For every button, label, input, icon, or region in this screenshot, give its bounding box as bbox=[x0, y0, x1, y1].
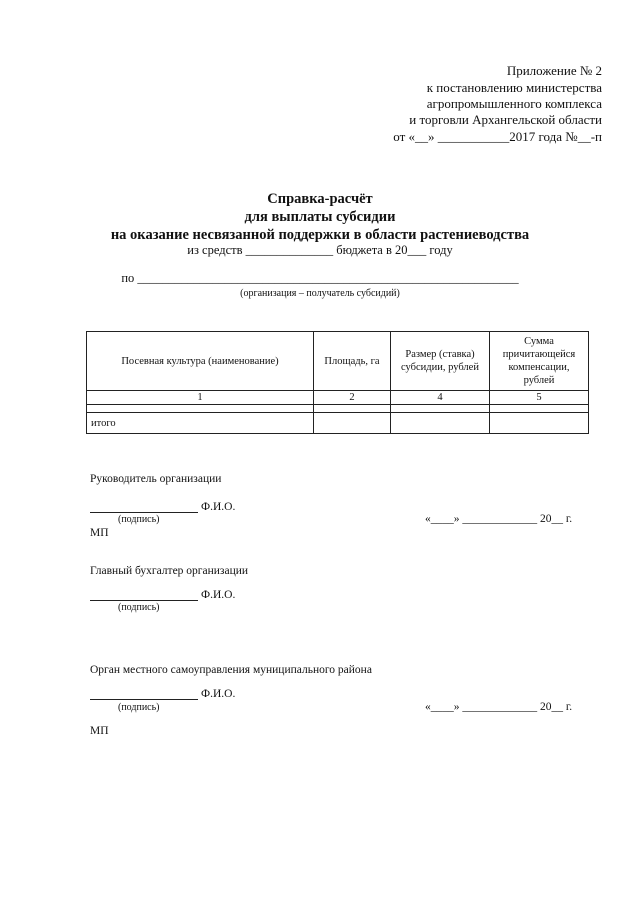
municipal-signature-line bbox=[90, 699, 198, 700]
head-signature-caption: (подпись) bbox=[118, 514, 160, 525]
municipal-authority-title: Орган местного самоуправления муниципального района bbox=[90, 664, 372, 676]
head-signature-line bbox=[90, 512, 198, 513]
column-number-4: 4 bbox=[391, 391, 490, 405]
municipal-signature-caption: (подпись) bbox=[118, 702, 160, 713]
table-cell bbox=[490, 405, 589, 413]
organization-line: по _____________________________________________________________ bbox=[121, 271, 519, 285]
table-numbering-row bbox=[87, 391, 589, 405]
table-row bbox=[87, 405, 589, 413]
doc-title: Справка-расчёт bbox=[267, 191, 373, 207]
municipal-seal-mark: МП bbox=[90, 725, 109, 737]
column-number-1: 1 bbox=[87, 391, 314, 405]
accountant-signature-caption: (подпись) bbox=[118, 602, 160, 613]
chief-accountant-title: Главный бухгалтер организации bbox=[90, 565, 249, 577]
column-number-2: 2 bbox=[314, 391, 391, 405]
accountant-signature-line bbox=[90, 600, 198, 601]
head-fio-label: Ф.И.О. bbox=[201, 501, 236, 513]
appendix-line-5: от «__» ___________2017 года №__-п bbox=[393, 129, 602, 144]
subsidy-table bbox=[86, 331, 589, 434]
head-date-line: «____» _____________ 20__ г. bbox=[425, 513, 573, 525]
budget-line: из средств ______________ бюджета в 20___ году bbox=[187, 243, 453, 257]
municipal-fio-label: Ф.И.О. bbox=[201, 688, 236, 700]
table-cell bbox=[391, 405, 490, 413]
column-header-rate: Размер (ставка) субсидии, рублей bbox=[391, 332, 490, 391]
doc-title-line-2: для выплаты субсидии bbox=[244, 209, 396, 225]
head-of-organization-title: Руководитель организации bbox=[90, 473, 222, 485]
column-header-sum: Сумма причитающейся компенсации, рублей bbox=[490, 332, 589, 391]
total-label: итого bbox=[87, 413, 314, 434]
municipal-date-line: «____» _____________ 20__ г. bbox=[425, 701, 573, 713]
table-cell bbox=[314, 413, 391, 434]
doc-title-line-3: на оказание несвязанной поддержки в области растениеводства bbox=[110, 227, 530, 243]
column-number-5: 5 bbox=[490, 391, 589, 405]
table-cell bbox=[490, 413, 589, 434]
appendix-line-1: Приложение № 2 bbox=[506, 63, 602, 78]
table-cell bbox=[391, 413, 490, 434]
appendix-line-3: агропромышленного комплекса bbox=[426, 96, 602, 111]
table-cell bbox=[87, 405, 314, 413]
accountant-fio-label: Ф.И.О. bbox=[201, 589, 236, 601]
table-cell bbox=[314, 405, 391, 413]
head-seal-mark: МП bbox=[90, 527, 109, 539]
column-header-area: Площадь, га bbox=[314, 332, 391, 391]
column-header-crop: Посевная культура (наименование) bbox=[87, 332, 314, 391]
organization-caption: (организация – получатель субсидий) bbox=[240, 288, 400, 299]
appendix-line-2: к постановлению министерства bbox=[426, 80, 602, 95]
table-header-row bbox=[87, 332, 589, 391]
appendix-line-4: и торговли Архангельской области bbox=[409, 112, 602, 127]
table-total-row bbox=[87, 413, 589, 434]
